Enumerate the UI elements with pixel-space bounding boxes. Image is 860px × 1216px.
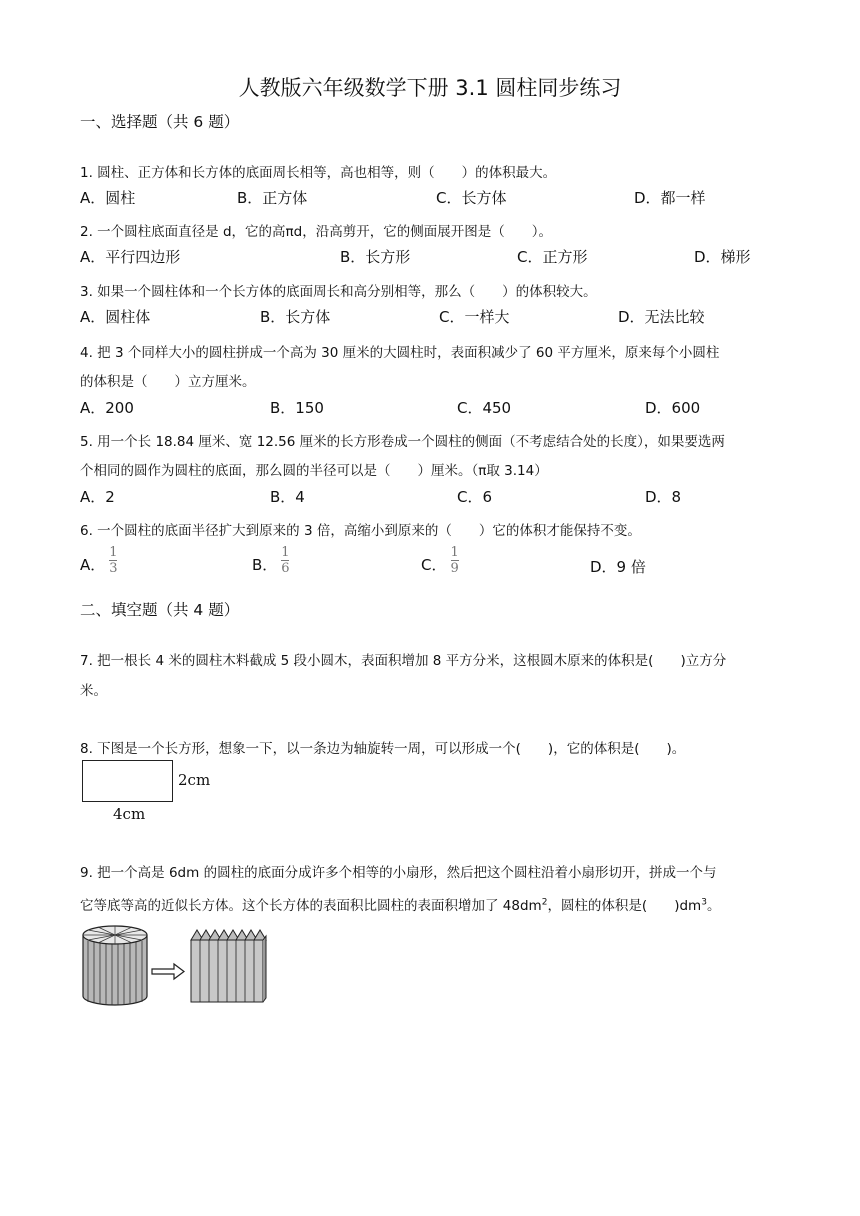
q4-option-d: D．600 [645,399,701,417]
q4-option-b: B．150 [270,399,324,417]
arrow-icon [152,964,184,979]
q2-option-c: C．正方形 [517,248,588,266]
q4-option-a: A．200 [80,399,134,417]
question-5-line-2: 个相同的圆作为圆柱的底面，那么圆的半径可以是（ ）厘米。（π取 3.14） [80,463,548,479]
question-4-line-1: 4. 把 3 个同样大小的圆柱拼成一个高为 30 厘米的大圆柱时，表面积减少了 60 平方厘米，原来每个小圆柱 [80,345,720,361]
question-5-line-1: 5. 用一个长 18.84 厘米、宽 12.56 厘米的长方形卷成一个圆柱的侧面（不考虑结合处的长度），如果要选两 [80,434,725,450]
fraction-one-third: $\frac{1}{3}$ [109,545,118,576]
question-4-line-2: 的体积是（ ）立方厘米。 [80,374,256,390]
question-2: 2. 一个圆柱底面直径是 d，它的高πd，沿高剪开，它的侧面展开图是（ ）。 [80,224,552,240]
section-heading-choice: 一、选择题（共 6 题） [80,113,240,131]
question-7-line-1: 7. 把一根长 4 米的圆柱木料截成 5 段小圆木，表面积增加 8 平方分米，这根圆木原来的体积是( )立方分 [80,653,727,669]
rectangle-diagram [82,760,173,802]
rectangle-bottom-label: 4cm [113,805,146,823]
question-8: 8. 下图是一个长方形，想象一下，以一条边为轴旋转一周，可以形成一个( )，它的体积是( )。 [80,741,686,757]
question-6: 6. 一个圆柱的底面半径扩大到原来的 3 倍，高缩小到原来的（ ）它的体积才能保持不变。 [80,523,641,539]
q5-option-c: C．6 [457,488,493,506]
cuboid-figure [191,930,266,1002]
section-heading-fill: 二、填空题（共 4 题） [80,601,240,619]
question-3: 3. 如果一个圆柱体和一个长方体的底面周长和高分别相等，那么（ ）的体积较大。 [80,284,597,300]
q2-option-a: A．平行四边形 [80,248,181,266]
question-1: 1. 圆柱、正方体和长方体的底面周长相等，高也相等，则（ ）的体积最大。 [80,165,557,181]
q3-option-a: A．圆柱体 [80,308,151,326]
q6-option-b: B． $\frac{1}{6}$ [252,545,290,576]
q2-option-d: D．梯形 [694,248,751,266]
q2-option-b: B．长方形 [340,248,411,266]
q1-option-d: D．都一样 [634,189,706,207]
rectangle-side-label: 2cm [178,771,211,789]
q6-option-c: C． $\frac{1}{9}$ [421,545,459,576]
cylinder-to-cuboid-diagram [80,922,270,1008]
fraction-one-sixth: $\frac{1}{6}$ [281,545,290,576]
fraction-one-ninth: $\frac{1}{9}$ [450,545,459,576]
question-9-line-1: 9. 把一个高是 6dm 的圆柱的底面分成许多个相等的小扇形，然后把这个圆柱沿着小扇形切开，拼成一个与 [80,865,717,881]
q4-option-c: C．450 [457,399,512,417]
q6-option-d: D．9 倍 [590,558,646,576]
q1-option-a: A．圆柱 [80,189,136,207]
q5-option-a: A．2 [80,488,115,506]
q3-option-d: D．无法比较 [618,308,705,326]
q1-option-b: B．正方体 [237,189,308,207]
question-9-line-2: 它等底等高的近似长方体。这个长方体的表面积比圆柱的表面积增加了 $48dm^2$，圆柱的体积是( )$dm^3$。 [80,897,721,914]
q6-option-a: A． $\frac{1}{3}$ [80,545,118,576]
q3-option-c: C．一样大 [439,308,510,326]
q1-option-c: C．长方体 [436,189,507,207]
q3-option-b: B．长方体 [260,308,331,326]
page-title: 人教版六年级数学下册 3.1 圆柱同步练习 [238,76,622,100]
q5-option-d: D．8 [645,488,682,506]
q5-option-b: B．4 [270,488,305,506]
cylinder-figure [83,926,147,1005]
question-7-line-2: 米。 [80,683,107,699]
